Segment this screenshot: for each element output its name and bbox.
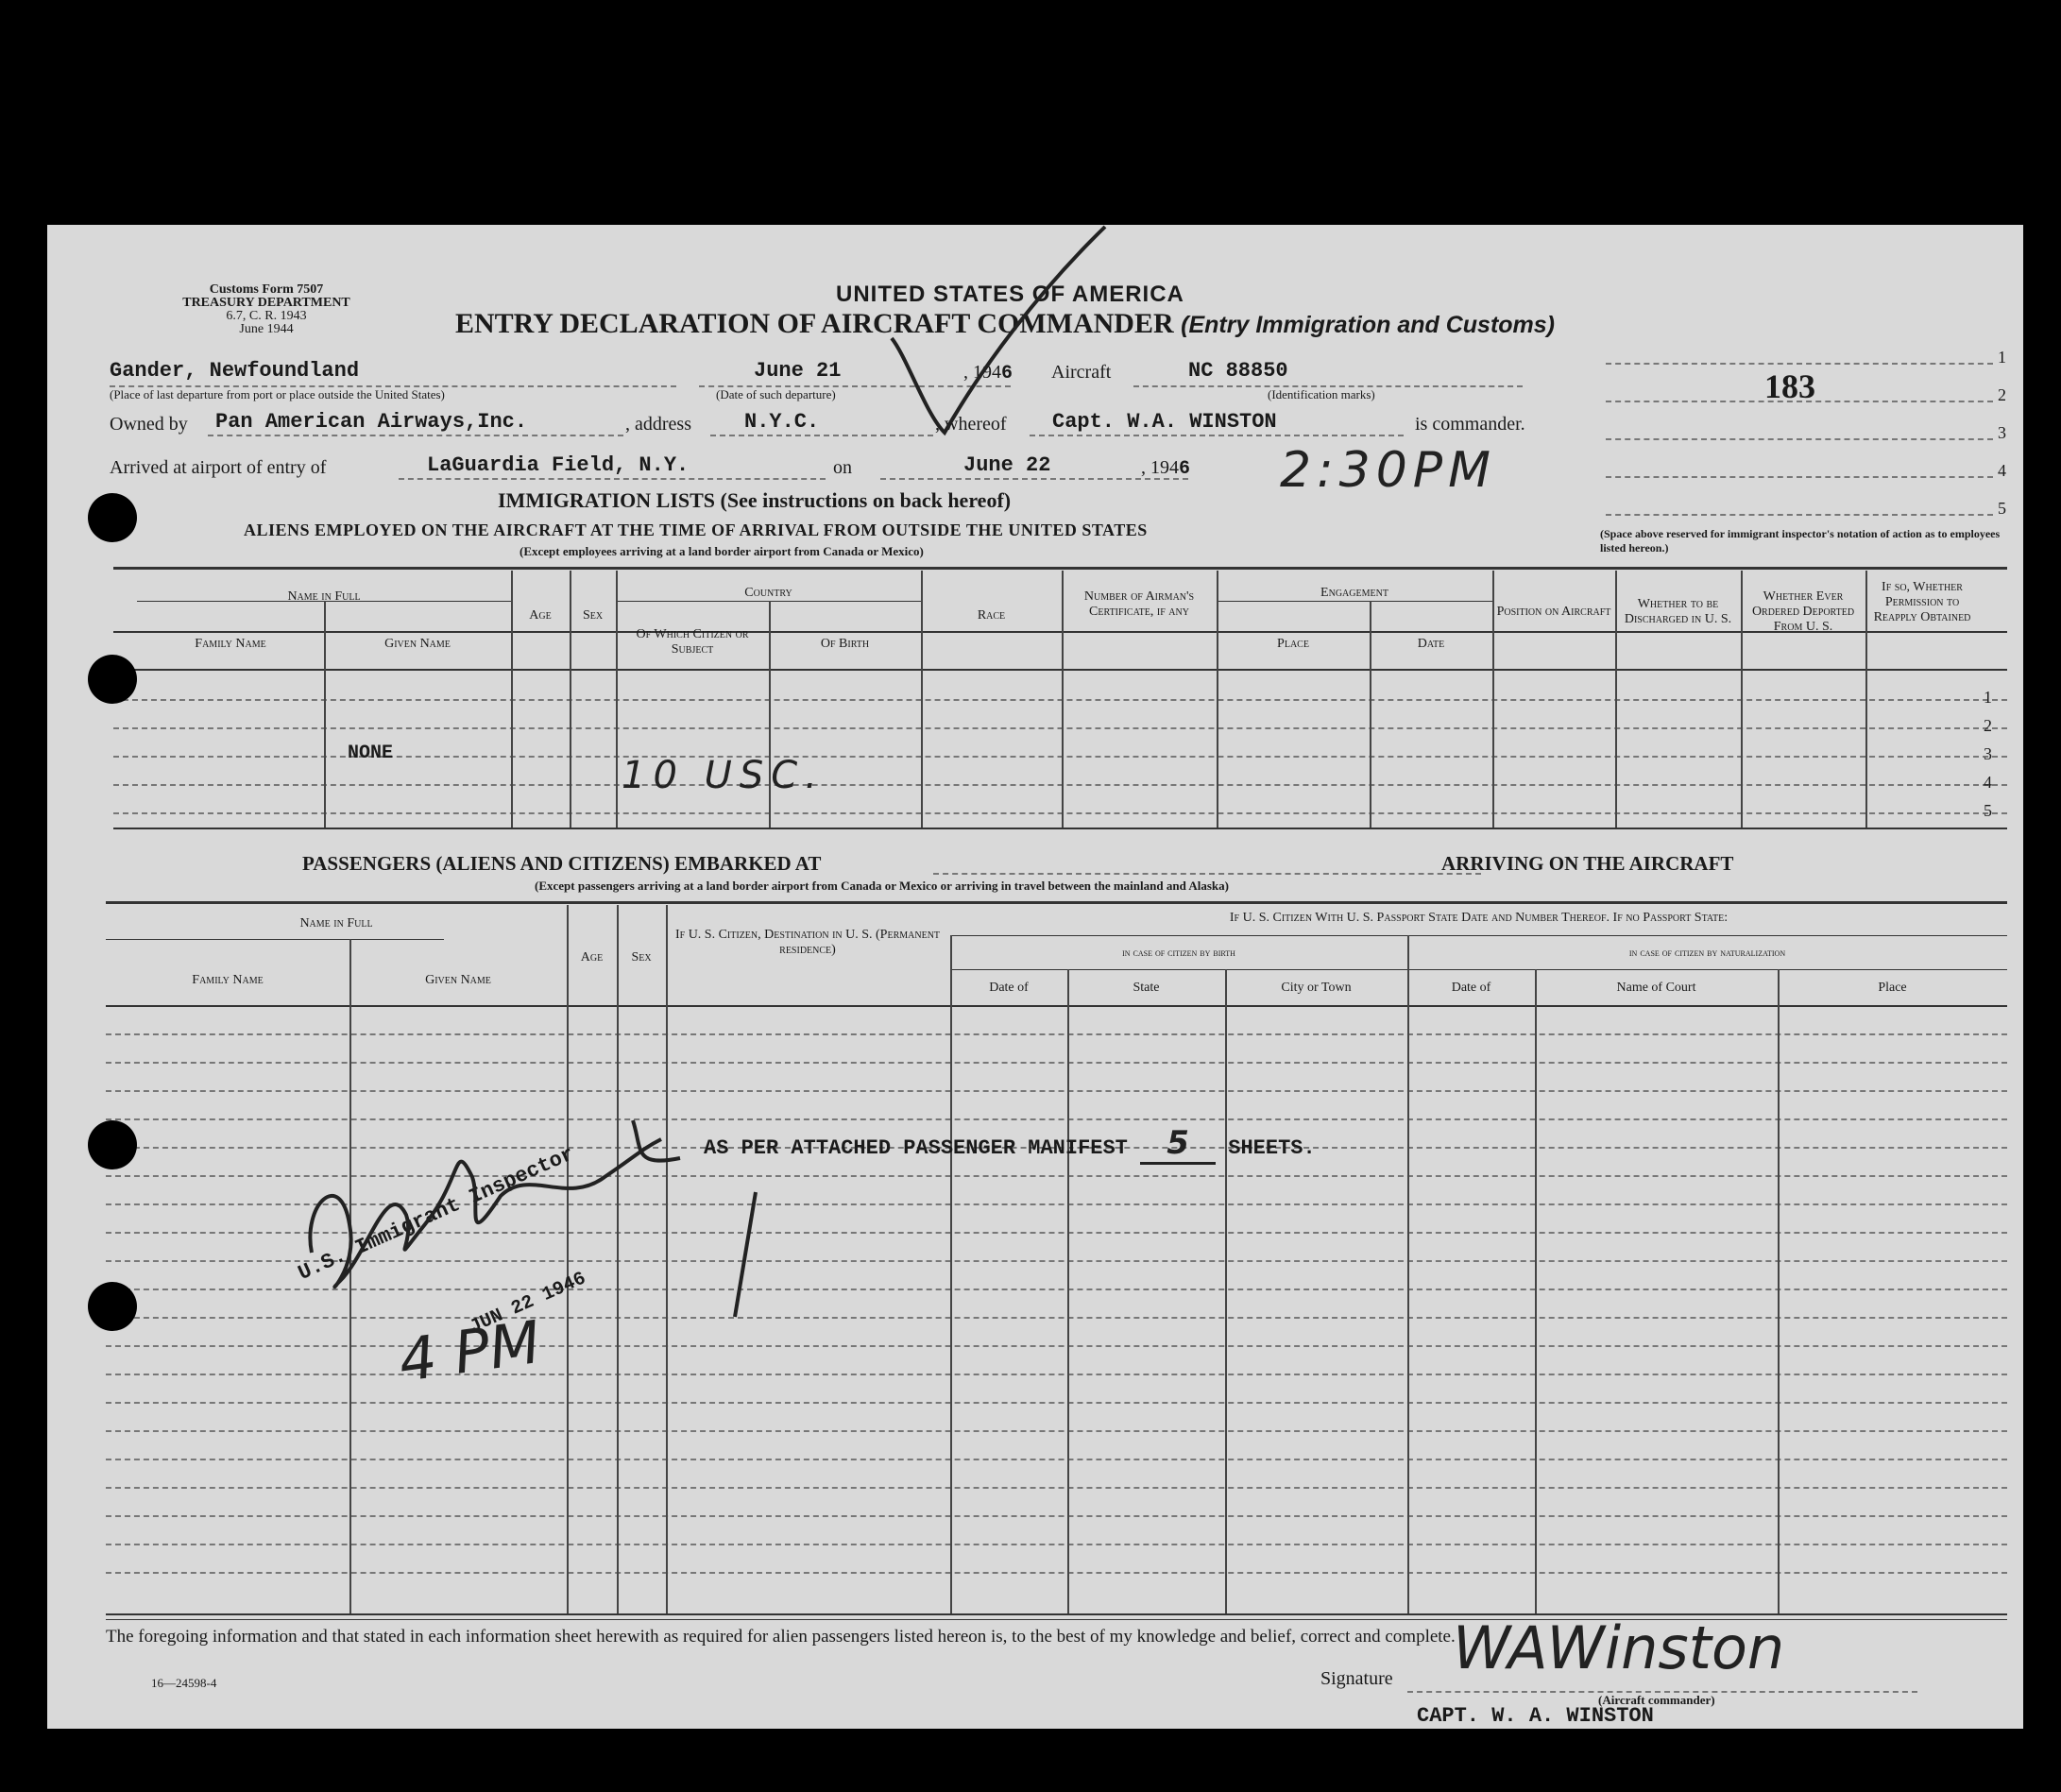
row-num-4: 4: [1984, 773, 1992, 792]
note-line-5: 5: [1998, 499, 2006, 518]
signature-caption: (Aircraft commander): [1598, 1693, 1715, 1707]
manifest-count: 5: [1140, 1124, 1216, 1165]
inspector-caption: (Space above reserved for immigrant inspector's notation of action as to employees listed hereon.): [1600, 527, 2001, 555]
departure-date-caption: (Date of such departure): [716, 387, 836, 401]
declaration-text: The foregoing information and that stated in each information sheet herewith as required for alien passengers listed hereon is, to the best of my knowledge and belief, correct and complete.: [106, 1627, 1456, 1647]
address-label: , address: [625, 414, 691, 435]
passengers-note: (Except passengers arriving at a land border airport from Canada or Mexico or arriving in travel between the mainland and Alaska): [535, 879, 1229, 893]
col-family-name: Family Name: [195, 637, 266, 651]
whereof-label: , whereof: [935, 414, 1007, 435]
note-line-1: 1: [1998, 348, 2006, 367]
departure-place-caption: (Place of last departure from port or place outside the United States): [110, 387, 445, 401]
col-airman-cert: Number of Airman's Certificate, if any: [1083, 589, 1195, 619]
pen-check-mark: [888, 225, 1115, 442]
manifest-prefix: AS PER ATTACHED PASSENGER MANIFEST: [704, 1136, 1128, 1160]
pcol-given-name: Given Name: [425, 973, 491, 987]
col-discharged: Whether to be Discharged in U. S.: [1624, 597, 1732, 626]
pcol-family-name: Family Name: [192, 973, 264, 987]
col-permission: If so, Whether Permission to Reapply Obtained: [1873, 580, 1971, 624]
departure-year-prefix: , 194: [963, 362, 1001, 383]
stamp-title: U.S. Immigrant Inspector: [295, 1142, 578, 1286]
address: N.Y.C.: [744, 410, 820, 434]
binder-hole-2: [88, 655, 137, 704]
pcol-place: Place: [1878, 981, 1907, 995]
aircraft-marks: NC 88850: [1188, 359, 1288, 383]
note-line-4: 4: [1998, 461, 2006, 480]
row-num-2: 2: [1984, 716, 1992, 735]
inspector-initials-signature: [283, 1111, 718, 1338]
col-name-in-full: Name in Full: [287, 589, 361, 604]
note-line-2: 2: [1998, 385, 2006, 404]
departure-date: June 21: [754, 359, 842, 383]
pcol-city: City or Town: [1281, 981, 1352, 995]
col-citizen-of: Of Which Citizen or Subject: [636, 627, 749, 657]
owner: Pan American Airways,Inc.: [215, 410, 528, 434]
on-label: on: [833, 457, 852, 478]
print-code: 16—24598-4: [151, 1676, 217, 1690]
title-sub: (Entry Immigration and Customs): [1181, 312, 1556, 338]
pcol-date-of-2: Date of: [1451, 981, 1491, 995]
col-engagement-date: Date: [1417, 637, 1445, 651]
arrival-airport: LaGuardia Field, N.Y.: [427, 453, 690, 477]
col-race: Race: [977, 608, 1006, 623]
passengers-title-right: ARRIVING ON THE AIRCRAFT: [1441, 852, 1734, 875]
aircraft-label: Aircraft: [1051, 362, 1112, 383]
binder-hole-3: [88, 1120, 137, 1169]
pcol-passport-note: If U. S. Citizen With U. S. Passport State Date and Number Thereof. If no Passport State:: [1229, 911, 1729, 925]
immigration-subtitle: ALIENS EMPLOYED ON THE AIRCRAFT AT THE TIME OF ARRIVAL FROM OUTSIDE THE UNITED STATES: [244, 521, 1148, 539]
commander-name: Capt. W.A. WINSTON: [1052, 410, 1277, 434]
arrival-date: June 22: [963, 453, 1051, 477]
pcol-name-in-full: Name in Full: [299, 916, 373, 930]
immigration-note: (Except employees arriving at a land border airport from Canada or Mexico): [520, 544, 924, 558]
arrival-year-suffix: 6: [1179, 458, 1191, 480]
manifest-line: [704, 1124, 1316, 1165]
pcol-state: State: [1133, 981, 1160, 995]
arrival-time-handwritten: 2:30PM: [1280, 442, 1496, 499]
commander-signature: WAWinston: [1453, 1613, 1785, 1682]
departure-place: Gander, Newfoundland: [110, 359, 360, 383]
title-main: ENTRY DECLARATION OF AIRCRAFT COMMANDER: [455, 308, 1174, 339]
entry-none: NONE: [348, 742, 394, 764]
col-given-name: Given Name: [384, 637, 451, 651]
binder-hole-4: [88, 1282, 137, 1331]
form-date: June 1944: [239, 322, 294, 336]
col-engagement-place: Place: [1277, 637, 1309, 651]
binder-hole-1: [88, 493, 137, 542]
arrival-year: [1141, 457, 1190, 480]
col-engagement: Engagement: [1320, 586, 1388, 600]
col-position: Position on Aircraft: [1496, 605, 1611, 619]
row-num-5: 5: [1984, 801, 1992, 820]
pcol-destination: If U. S. Citizen, Destination in U. S. (Permanent residence): [674, 928, 941, 957]
form-sheet: [47, 225, 2023, 1729]
col-age: Age: [529, 608, 552, 623]
stamp-date: JUN 22 1946: [467, 1268, 589, 1340]
department: TREASURY DEPARTMENT: [182, 296, 350, 310]
col-country: Country: [744, 586, 792, 600]
is-commander-label: is commander.: [1415, 414, 1525, 435]
entry-handwritten: 10 USC.: [622, 754, 825, 797]
row-num-1: 1: [1984, 688, 1992, 707]
pcol-date-of: Date of: [989, 981, 1029, 995]
form-id-block: [125, 283, 408, 336]
col-of-birth: Of Birth: [820, 637, 870, 651]
signer-name: CAPT. W. A. WINSTON: [1417, 1704, 1654, 1728]
regulation: 6.7, C. R. 1943: [226, 309, 307, 323]
row-num-3: 3: [1984, 744, 1992, 763]
aircraft-caption: (Identification marks): [1268, 387, 1375, 401]
departure-year-suffix: 6: [1001, 363, 1013, 384]
passengers-title-left: PASSENGERS (ALIENS AND CITIZENS) EMBARKED AT: [302, 852, 822, 875]
pcol-by-birth: in case of citizen by birth: [1122, 946, 1235, 959]
manifest-suffix: SHEETS.: [1228, 1136, 1316, 1160]
pcol-by-naturalization: in case of citizen by naturalization: [1628, 946, 1786, 959]
col-deported: Whether Ever Ordered Deported From U. S.: [1751, 589, 1855, 634]
pcol-sex: Sex: [631, 950, 652, 964]
arrival-year-prefix: , 194: [1141, 457, 1179, 478]
col-sex: Sex: [582, 608, 604, 623]
note-line-3: 3: [1998, 423, 2006, 442]
immigration-title: IMMIGRATION LISTS (See instructions on back hereof): [498, 488, 1012, 512]
arrived-label: Arrived at airport of entry of: [110, 457, 327, 478]
pcol-age: Age: [580, 950, 604, 964]
pen-tick-mark: [727, 1188, 765, 1321]
form-number: Customs Form 7507: [209, 282, 324, 297]
pcol-court: Name of Court: [1616, 981, 1696, 995]
stamp-handwritten-time: 4 PM: [394, 1306, 545, 1396]
owned-by-label: Owned by: [110, 414, 188, 435]
signature-label: Signature: [1320, 1668, 1393, 1689]
inspector-number: 183: [1764, 367, 1815, 405]
country-heading: UNITED STATES OF AMERICA: [836, 282, 1184, 307]
